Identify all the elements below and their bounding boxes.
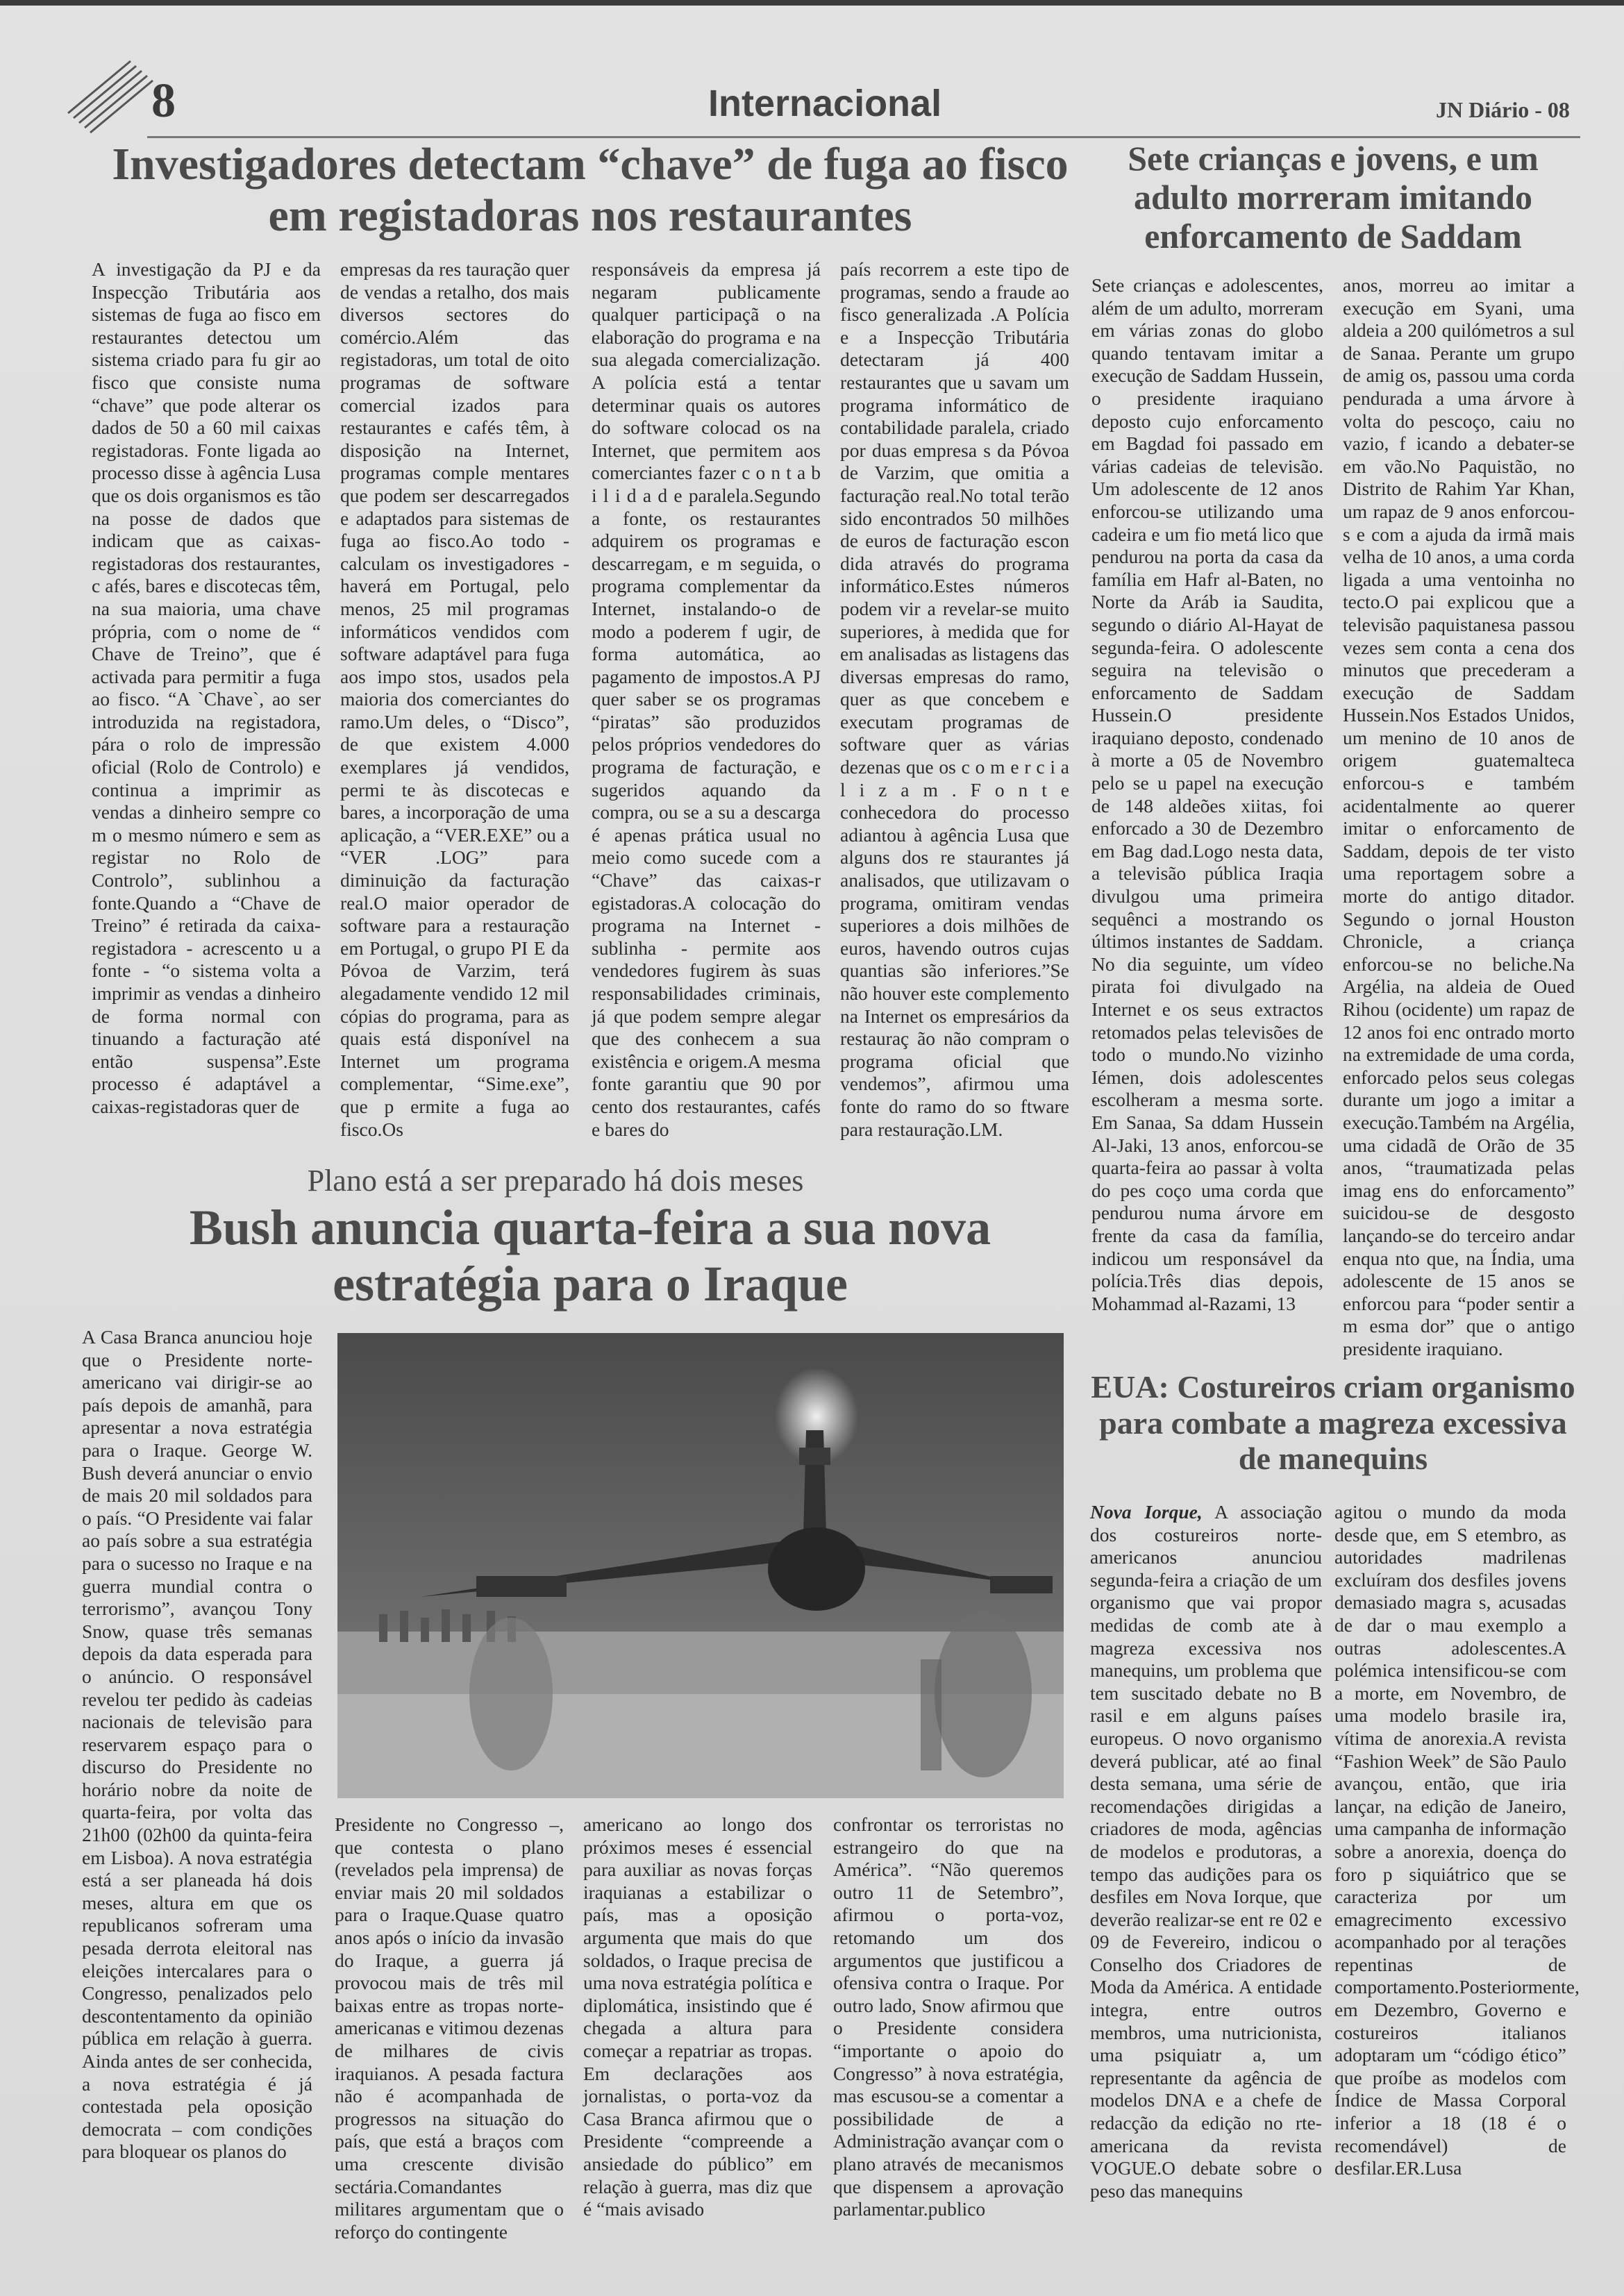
- article3-col3: americano ao longo dos próximos meses é essencial para auxiliar as novas forças iraquianas a estabilizar o país, mas a oposição argumenta que mais do que soldados, o Iraque precisa de uma nova estratégia política e diplomática, insistindo que é chegada a altura para começar a repatriar as tropas. Em declarações aos jornalistas, o porta-voz da Casa Branca afirmou que o Presidente “compreende a ansiedade do público” em relação à guerra, mas diz que é “mais avisado: [583, 1813, 812, 2220]
- article4-headline: EUA: Costureiros criam organismo para combate a magreza excessiva de manequins: [1091, 1369, 1575, 1477]
- article3-col4: confrontar os terroristas no estrangeiro do que na América”. “Não queremos outro 11 de Setembro”, afirmou o porta-voz, retomando um dos argumentos que justificou a ofensiva contra o Iraque. Por outro lado, Snow afirmou que o Presidente considera “importante o apoio do Congresso” à nova estratégia, mas escusou-se a comentar a possibilidade de a Administração avançar com o plano através de mecanismos que dispensem a aprovação parlamentar.publico: [833, 1813, 1064, 2220]
- article1-col3: responsáveis da empresa já negaram publicamente qualquer participaçã o na elaboração do programa e na sua alegada comercialização. A polícia está a tentar determinar quais os autores do software colocad os na Internet, que permitem aos comerciantes fazer c o n t a b i l i d a d e paralela.Segundo a fonte, os restaurantes adquirem os programas e descarregam, e m seguida, o programa complementar da Internet, instalando-o de modo a poderem f ugir, de forma automática, ao pagamento de impostos.A PJ quer saber se os programas “piratas” são produzidos pelos próprios vendedores do programa de facturação, e sugeridos aquando da compra, ou se a su a descarga é apenas prática usual no meio como sucede com a “Chave” das caixas-r egistadoras.A colocação do programa na Internet - sublinha - permite aos vendedores fugirem às suas responsabilidades criminais, já que podem sempre alegar que des conhecem a sua existência e origem.A mesma fonte garantiu que 90 por cento dos restaurantes, cafés e bares do: [592, 258, 821, 1140]
- article4-col1: Nova Iorque, A associação dos costureiros norte-americanos anunciou segunda-feira a criação de um organismo que vai propor medidas de comb ate à magreza excessiva nos manequins, um problema que tem suscitado debate no B rasil e em alguns países europeus. O novo organismo deverá publicar, até ao final desta semana, uma série de recomendações dirigidas a criadores de moda, agências de modelos e produtoras, a tempo das audições para os desfiles em Nova Iorque, que deverão realizar-se ent re 02 e 09 de Fevereiro, indicou o Conselho dos Criadores de Moda da América. A entidade integra, entre outros membros, uma nutricionista, uma psiquiatr a, um representante da agência de modelos DNA e a chefe de redacção da edição no rte-americana da revista VOGUE.O debate sobre o peso das manequins: [1090, 1501, 1322, 2202]
- airplane-photo-icon: [337, 1333, 1064, 1798]
- article4-col2: agitou o mundo da moda desde que, em S etembro, as autoridades madrilenas excluíram dos desfiles jovens demasiado magra s, acusadas de dar o mau exemplo a outras adolescentes.A polémica intensificou-se com a morte, em Novembro, de uma modelo brasile ira, vítima de anorexia.A revista “Fashion Week” de São Paulo avançou, então, que iria lançar, na edição de Janeiro, uma campanha de informação sobre a anorexia, doença do foro p siquiátrico que se caracteriza por um emagrecimento excessivo acompanhado por al terações repentinas de comportamento.Posteriormente, em Dezembro, Governo e costureiros italianos adoptaram um “código ético” que proíbe as modelos com Índice de Massa Corporal inferior a 18 (18 é o recomendável) de desfilar.ER.Lusa: [1334, 1501, 1580, 2179]
- article1-headline: Investigadores detectam “chave” de fuga ao fisco em registadoras nos restaurantes: [112, 139, 1069, 241]
- article2-col1: Sete crianças e adolescentes, além de um adulto, morreram em várias zonas do globo quando tentavam imitar a execução de Saddam Hussein, o presidente iraquiano deposto cujo enforcamento em Bagdad foi passado em várias cadeias de televisão. Um adolescente de 12 anos enforcou-se utilizando uma cadeira e um fio metá lico que pendurou na porta da casa da família em Hafr al-Baten, no Norte da Aráb ia Saudita, segundo o diário Al-Hayat de segunda-feira. O adolescente seguira na televisão o enforcamento de Saddam Hussein.O presidente iraquiano deposto, condenado à morte a 05 de Novembro pelo se u papel na execução de 148 aldeões xiitas, foi enforcado a 30 de Dezembro em Bag dad.Logo nesta data, a televisão pública Iraqia divulgou uma primeira sequênci a mostrando os últimos instantes de Saddam. No dia seguinte, um vídeo pirata foi divulgado na Internet e os seus extractos retomados pelas televisões de todo o mundo.No vizinho Iémen, dois adolescentes escolheram a mesma sorte. Em Sanaa, Sa ddam Hussein Al-Jaki, 13 anos, enforcou-se quarta-feira ao passar à volta do pes coço uma corda que pendurou numa árvore em frente da casa da família, indicou um responsável da polícia.Três dias depois, Mohammad al-Razami, 13: [1091, 274, 1323, 1314]
- page-number-badge: [61, 61, 200, 137]
- page-number: 8: [151, 74, 176, 128]
- top-border: [0, 0, 1624, 6]
- article3-col1: A Casa Branca anunciou hoje que o Presidente norte-americano vai dirigir-se ao país depois de amanhã, para apresentar a nova estratégia para o Iraque. George W. Bush deverá anunciar o envio de mais 20 mil soldados para o país. “O Presidente vai falar ao país sobre a sua estratégia para o sucesso no Iraque e na guerra mundial contra o terrorismo”, avançou Tony Snow, quase três semanas depois da data esperada para o anúncio. O responsável revelou ter pedido às cadeias nacionais de televisão para reservarem espaço para o discurso do Presidente no horário nobre da noite de quarta-feira, por volta das 21h00 (02h00 da quinta-feira em Lisboa). A nova estratégia está a ser planeada há dois meses, altura em que os republicanos sofreram uma pesada derrota eleitoral nas eleições intercalares para o Congresso, penalizados pelo descontentamento da opinião pública em relação à guerra. Ainda antes de ser conhecida, a nova estratégia é já contestada pela oposição democrata – com condições para bloquear os planos do: [82, 1326, 312, 2163]
- article2-headline: Sete crianças e jovens, e um adulto morreram imitando enforcamento de Saddam: [1128, 139, 1539, 255]
- dateline: Nova Iorque,: [1090, 1501, 1203, 1523]
- article1-col2: empresas da res tauração quer de vendas a retalho, dos mais diversos sectores do comércio.Além das registadoras, um total de oito programas de software comercial izados para restaurantes e cafés têm, à disposição na Internet, programas comple mentares que podem ser descarregados e adaptados para sistemas de fuga ao fisco.Ao todo - calculam os investigadores - haverá em Portugal, pelo menos, 25 mil programas informáticos vendidos com software adaptável para fuga aos impo stos, usados pela maioria dos comerciantes do ramo.Um deles, o “Disco”, de que existem 4.000 exemplares já vendidos, permi te às discotecas e bares, a incorporação de uma aplicação, a “VER.EXE” ou a “VER .LOG” para diminuição da facturação real.O maior operador de software para a restauração em Portugal, o grupo PI E da Póvoa de Varzim, terá alegadamente vendido 12 mil cópias do programa, para as quais está disponível na Internet um programa complementar, “Sime.exe”, que p ermite a fuga ao fisco.Os: [340, 258, 569, 1140]
- article1-col1: A investigação da PJ e da Inspecção Tributária aos sistemas de fuga ao fisco em restaurantes detectou um sistema criado para fu gir ao fisco que consiste numa “chave” que pode alterar os dados de 50 a 60 mil caixas registadoras. Fonte ligada ao processo disse à agência Lusa que os dois organismos es tão na posse de dados que indicam que as caixas-registadoras dos restaurantes, c afés, bares e discotecas têm, na sua maioria, uma chave própria, com o nome de “ Chave de Treino”, que é activada para permitir a fuga ao fisco. “A `Chave`, ao ser introduzida na registadora, pára o rolo de impressão oficial (Rolo de Controlo) e continua a imprimir as vendas a dinheiro sempre co m o mesmo número e sem as registar no Rolo de Controlo”, sublinhou a fonte.Quando a “Chave de Treino” é retirada da caixa-registadora - acrescento u a fonte - “o sistema volta a imprimir as vendas a dinheiro de forma normal con tinuando a facturação até então suspensa”.Este processo é adaptável a caixas-registadoras quer de: [92, 258, 321, 1117]
- stripes-icon: [61, 61, 200, 137]
- article3-col2: Presidente no Congresso –, que contesta o plano (revelados pela imprensa) de enviar mais 20 mil soldados para o Iraque.Quase quatro anos após o início da invasão do Iraque, a guerra já provocou mais de três mil baixas entre as tropas norte-americanas e vitimou dezenas de milhares de civis iraquianos. A pesada factura não é acompanhada de progressos na situação do país, que está a braços com uma crescente divisão sectária.Comandantes militares argumentam que o reforço do contingente: [335, 1813, 564, 2243]
- article3-headline: Bush anuncia quarta-feira a sua nova estratégia para o Iraque: [189, 1200, 991, 1312]
- article3-subtitle: Plano está a ser preparado há dois meses: [307, 1164, 804, 1198]
- header-rule: [147, 136, 1580, 138]
- paper-name: JN Diário - 08: [1436, 97, 1570, 122]
- article2-col2: anos, morreu ao imitar a execução em Syani, uma aldeia a 200 quilómetros a sul de Sanaa. Perante um grupo de amig os, passou uma corda pendurada a uma árvore à volta do pescoço, caiu no vazio, f icando a debater-se em vão.No Paquistão, no Distrito de Rahim Yar Khan, um rapaz de 9 anos enforcou-s e com a ajuda da irmã mais velha de 10 anos, a uma corda ligada a uma ventoinha no tecto.O pai explicou que a televisão paquistanesa passou vezes sem conta a cena dos minutos que precederam a execução de Saddam Hussein.Nos Estados Unidos, um menino de 10 anos de origem guatemalteca enforcou-s e também acidentalmente ao querer imitar o enforcamento de Saddam, depois de ter visto uma reportagem sobre a morte do antigo ditador. Segundo o jornal Houston Chronicle, a criança enforcou-se no beliche.Na Argélia, na aldeia de Oued Rihou (ocidente) um rapaz de 12 anos foi enc ontrado morto na extremidade de uma corda, enforcado pelos seus colegas durante um jogo a imitar a execução.Também na Argélia, uma cidadã de Orão de 35 anos, “traumatizada pelas imag ens do enforcamento” suicidou-se de desgosto lançando-se do terceiro andar enqua nto que, na Índia, uma adolescente de 15 anos se enforcou para “poder sentir a m esma dor” que o antigo presidente iraquiano.: [1343, 274, 1575, 1359]
- section-title: Internacional: [708, 83, 942, 124]
- article1-col4: país recorrem a este tipo de programas, sendo a fraude ao fisco generalizada .A Polícia e a Inspecção Tributária detectaram já 400 restaurantes que u savam um programa informático de contabilidade paralela, criado por duas empresa s da Póvoa de Varzim, que omitia a facturação real.No total terão sido encontrados 50 milhões de euros de facturação escon dida através do programa informático.Estes números podem vir a revelar-se muito superiores, à medida que for em analisadas as listagens das diversas empresas do ramo, quer as que concebem e executam programas de software quer as várias dezenas que os c o m e r c i a l i z a m . F o n t e conhecedora do processo adiantou à agência Lusa que alguns dos re staurantes já analisados, que utilizavam o programa, omitiram vendas superiores a dois milhões de euros, havendo outros cujas quantias são inferiores.”Se não houver este complemento na Internet os empresários da restauraç ão não compram o programa oficial que vendemos”, afirmou uma fonte do ramo do so ftware para restauração.LM.: [840, 258, 1069, 1140]
- airplane-photo: [337, 1333, 1064, 1798]
